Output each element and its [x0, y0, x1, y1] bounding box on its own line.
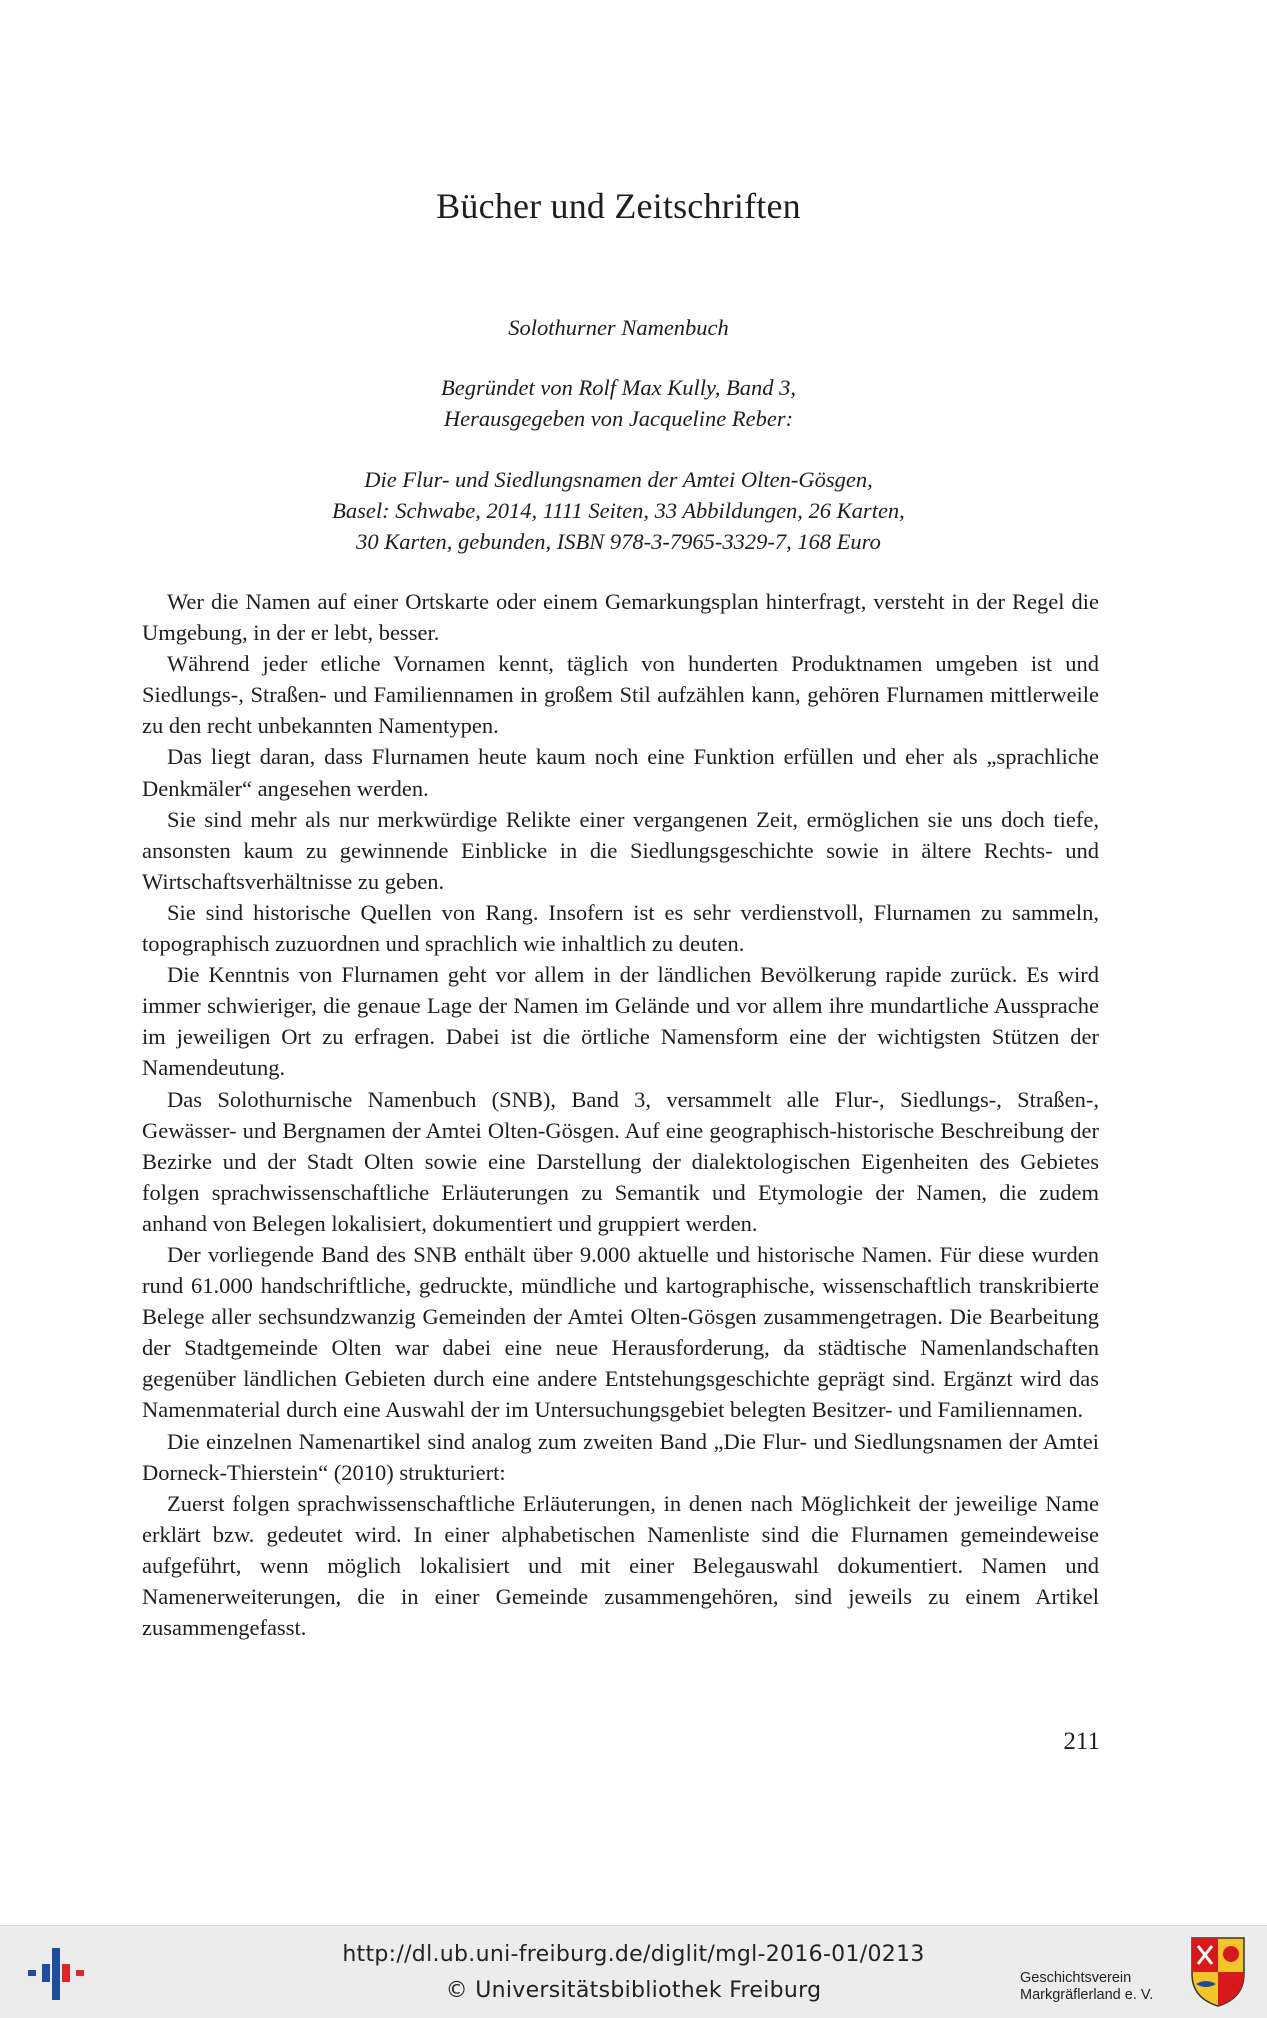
paragraph: Zuerst folgen sprachwissenschaftliche Erläuterungen, in denen nach Möglichkeit der jeweilige Name erklärt bzw. gedeutet wird. In einer alphabetischen Namenliste sind die Flurnamen gemeindeweise aufgeführt, wenn möglich lokalisiert und mit einer Belegauswahl dokumentiert. Namen und Namenerweiterungen, die in einer Gemeinde zusammengehören, sind jeweils zu einem Artikel zusammengefasst. — [142, 1490, 1099, 1641]
page-heading: Bücher und Zeitschriften — [436, 186, 801, 226]
document-url-link[interactable]: http://dl.ub.uni-freiburg.de/diglit/mgl-2016-01/0213 — [342, 1942, 925, 1967]
book-editors — [0, 372, 1237, 434]
book-series-title: Solothurner Namenbuch — [508, 315, 729, 340]
society-name-line: Geschichtsverein — [1020, 1970, 1132, 1986]
page-number: 211 — [1063, 1728, 1100, 1755]
paragraph: Die einzelnen Namenartikel sind analog zum zweiten Band „Die Flur- und Siedlungsnamen der Amtei Dorneck-Thierstein“ (2010) strukturiert: — [142, 1428, 1099, 1485]
paragraph: Das Solothurnische Namenbuch (SNB), Band 3, versammelt alle Flur-, Siedlungs-, Straßen-, Gewässer- und Bergnamen der Amtei Olten-Gösgen. Auf eine geographisch-historische Beschreibung der Bezirke und der Stadt Olten sowie eine Darstellung der dialektologischen Eigenheiten des Gebietes folgen sprachwissenschaftliche Erläuterungen zu Semantik und Etymologie der Namen, die zudem anhand von Belegen lokalisiert, dokumentiert und gruppiert werden. — [142, 1086, 1099, 1236]
paragraph: Sie sind historische Quellen von Rang. Insofern ist es sehr verdienstvoll, Flurnamen zu sammeln, topographisch zuzuordnen und sprachlich wie inhaltlich zu deuten. — [142, 899, 1099, 957]
book-details-line: 30 Karten, gebunden, ISBN 978-3-7965-3329-7, 168 Euro — [356, 529, 881, 554]
book-details-line: Basel: Schwabe, 2014, 1111 Seiten, 33 Abbildungen, 26 Karten, — [332, 498, 905, 523]
book-editors-line: Herausgegeben von Jacqueline Reber: — [443, 406, 794, 431]
book-series — [0, 312, 1237, 343]
book-editors-line: Begründet von Rolf Max Kully, Band 3, — [441, 375, 796, 400]
copyright-notice: © Universitätsbibliothek Freiburg — [445, 1978, 822, 2003]
paragraph: Während jeder etliche Vornamen kennt, täglich von hunderten Produktnamen umgeben ist und Siedlungs-, Straßen- und Familiennamen in großem Stil aufzählen kann, gehören Flurnamen mittlerweile zu den recht unbekannten Namentypen. — [142, 651, 1099, 739]
book-details — [0, 464, 1237, 557]
society-name — [1020, 1970, 1180, 2004]
society-name-line: Markgräflerland e. V. — [1020, 1987, 1154, 2003]
paragraph: Wer die Namen auf einer Ortskarte oder einem Gemarkungsplan hinterfragt, versteht in der Regel die Umgebung, in der er lebt, besser. — [142, 589, 1099, 646]
paragraph: Das liegt daran, dass Flurnamen heute kaum noch eine Funktion erfüllen und eher als „sprachliche Denkmäler“ angesehen werden. — [142, 744, 1099, 801]
geschichtsverein-crest-icon[interactable] — [1190, 1936, 1246, 2008]
book-details-line: Die Flur- und Siedlungsnamen der Amtei Olten-Gösgen, — [364, 467, 873, 492]
paragraph: Sie sind mehr als nur merkwürdige Relikte einer vergangenen Zeit, ermöglichen sie uns doch tiefe, ansonsten kaum zu gewinnende Einblicke in die Siedlungsgeschichte sowie in ältere Rechts- und Wirtschaftsverhältnisse zu geben. — [142, 806, 1099, 894]
paragraph: Die Kenntnis von Flurnamen geht vor allem in der ländlichen Bevölkerung rapide zurück. Es wird immer schwieriger, die genaue Lage der Namen im Gelände und vor allem ihre mundartliche Aussprache im jeweiligen Ort zu erfragen. Dabei ist die örtliche Namensform eine der wichtigsten Stützen der Namendeutung. — [142, 962, 1099, 1081]
review-body — [142, 586, 1099, 1643]
paragraph: Der vorliegende Band des SNB enthält über 9.000 aktuelle und historische Namen. Für diese wurden rund 61.000 handschriftliche, gedruckte, mündliche und kartographische, wissenschaftlich transkribierte Belege aller sechsundzwanzig Gemeinden der Amtei Olten-Gösgen zusammengetragen. Die Bearbeitung der Stadtgemeinde Olten war dabei eine neue Herausforderung, da städtische Namenlandschaften gegenüber ländlichen Gebieten durch eine andere Entstehungsgeschichte geprägt sind. Ergänzt wird das Namenmaterial durch eine Auswahl der im Untersuchungsgebiet belegten Besitzer- und Familiennamen. — [142, 1241, 1099, 1423]
viewer-footer — [0, 1925, 1267, 2018]
